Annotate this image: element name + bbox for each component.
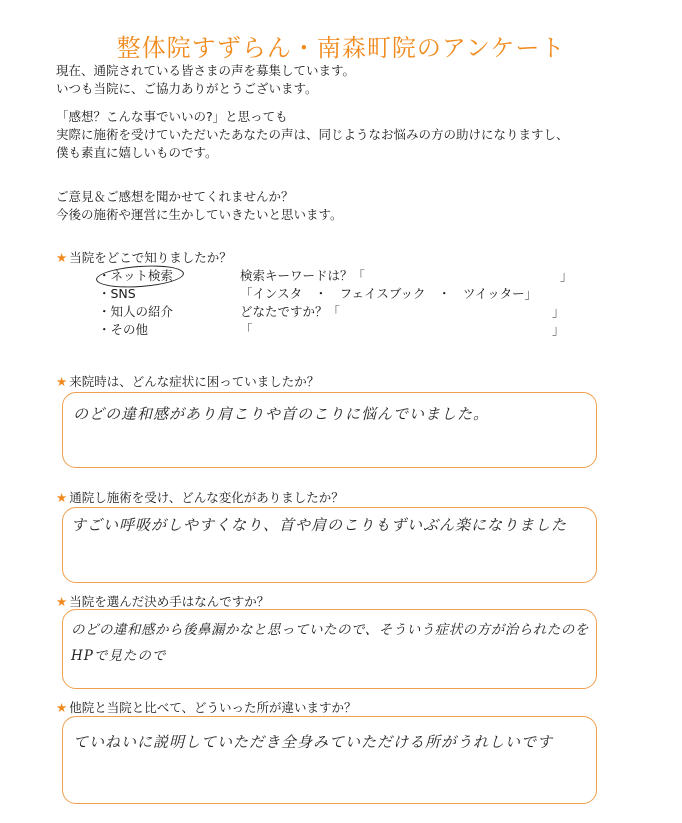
option-net-search[interactable] (98, 268, 173, 283)
question-label: 他院と当院と比べて、どういった所が違いますか？ (69, 700, 357, 715)
question-label: 当院をどこで知りましたか？ (69, 250, 232, 265)
option-sns-detail (240, 286, 537, 301)
star-icon: ★ (56, 700, 68, 715)
star-icon: ★ (56, 250, 68, 265)
handwritten-answer: HPで見たので (71, 648, 167, 664)
option-referral[interactable] (98, 304, 173, 319)
option-bracket-close: 」 (552, 322, 565, 337)
intro-line: ご意見＆ご感想を聞かせてくれませんか？ (56, 189, 294, 204)
intro-block-1 (56, 62, 355, 98)
option-detail: 検索キーワードは？「 (240, 268, 366, 283)
option-label: ・ネット検索 (98, 268, 174, 283)
answer-box-comparison[interactable] (62, 716, 597, 804)
question-deciding-factor (56, 592, 269, 610)
star-icon: ★ (56, 594, 68, 609)
intro-line: 僕も素直に嬉しいものです。 (56, 145, 218, 160)
handwritten-answer: ていねいに説明していただき全身みていただける所がうれしいです (73, 733, 554, 751)
question-label: 当院を選んだ決め手はなんですか？ (69, 594, 270, 609)
intro-line: 現在、通院されている皆さまの声を募集しています。 (56, 63, 356, 78)
survey-title: 整体院すずらん・南森町院のアンケート (116, 34, 566, 62)
question-label: 通院し施術を受け、どんな変化がありましたか？ (69, 490, 344, 505)
option-sns[interactable] (98, 286, 136, 301)
option-detail: 「インスタ ・ フェイスブック ・ ツイッター」 (240, 286, 538, 301)
question-source (56, 248, 232, 266)
intro-block-3 (56, 188, 343, 224)
intro-line: 今後の施術や運営に生かしていきたいと思います。 (56, 207, 343, 222)
question-symptoms (56, 372, 319, 390)
answer-box-deciding-factor[interactable] (62, 609, 597, 689)
option-other-detail (240, 322, 253, 337)
option-label: ・SNS (98, 286, 136, 301)
option-detail: 「 (240, 322, 253, 337)
star-icon: ★ (56, 490, 68, 505)
option-label: ・知人の紹介 (98, 304, 174, 319)
option-referral-detail (240, 304, 340, 319)
question-comparison (56, 698, 356, 716)
option-keyword (240, 268, 365, 283)
answer-box-changes[interactable] (62, 507, 597, 583)
star-icon: ★ (56, 374, 68, 389)
option-other[interactable] (98, 322, 148, 337)
intro-line: 「感想？こんな事でいいの?」と思っても (56, 109, 288, 124)
option-detail: どなたですか？「 (240, 304, 341, 319)
option-bracket-close: 」 (552, 304, 565, 319)
intro-line: 実際に施術を受けていただいたあなたの声は、同じようなお悩みの方の助けになりますし、 (56, 127, 569, 142)
intro-line: いつも当院に、ご協力ありがとうございます。 (56, 81, 318, 96)
question-changes (56, 488, 344, 506)
option-bracket-close: 」 (560, 268, 573, 283)
option-label: ・その他 (98, 322, 149, 337)
answer-box-symptoms[interactable] (62, 392, 597, 468)
intro-block-2 (56, 108, 569, 162)
handwritten-answer: のどの違和感から後鼻漏かなと思っていたので、そういう症状の方が治られたのを (71, 622, 589, 638)
question-label: 来院時は、どんな症状に困っていましたか？ (69, 374, 320, 389)
handwritten-answer: すごい呼吸がしやすくなり、首や肩のこりもずいぶん楽になりました (71, 516, 568, 534)
handwritten-answer: のどの違和感があり肩こりや首のこりに悩んでいました。 (73, 405, 490, 423)
